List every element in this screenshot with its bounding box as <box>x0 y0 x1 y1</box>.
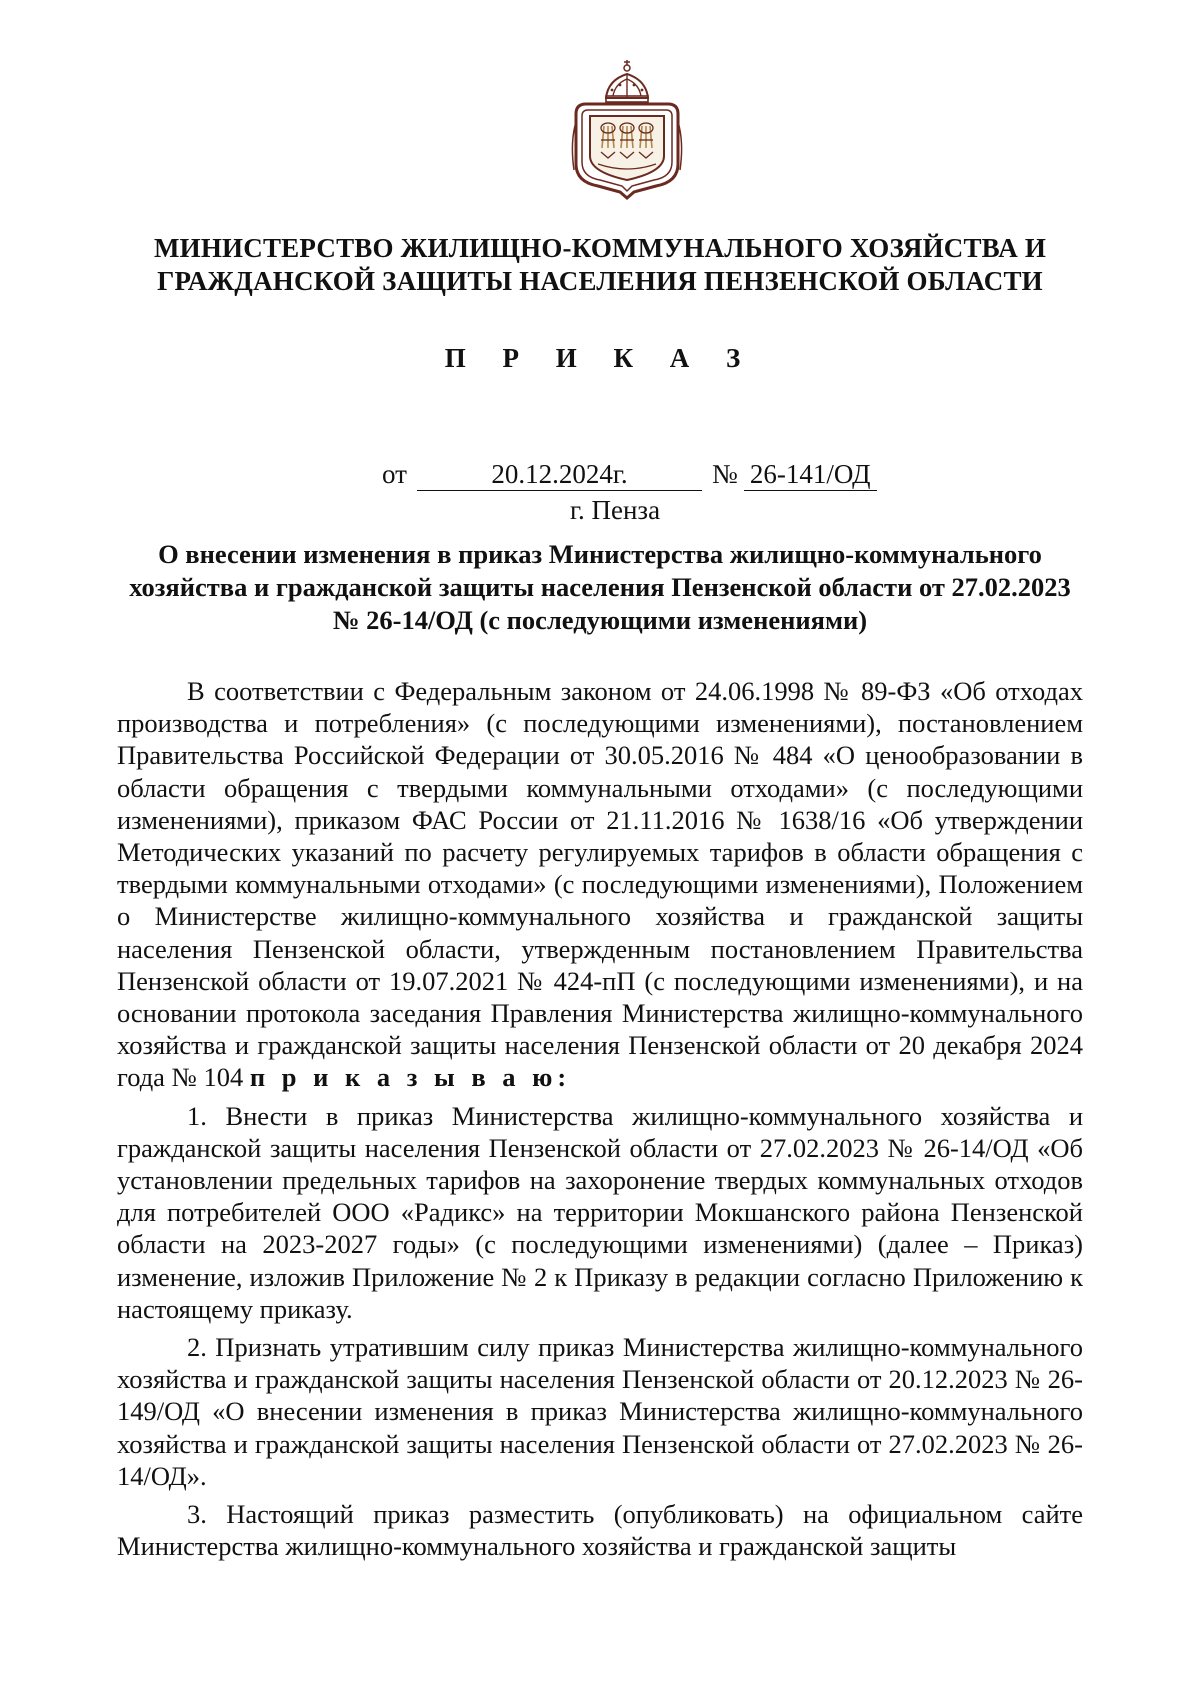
document-body <box>117 675 1083 1562</box>
order-keyword: п р и к а з ы в а ю: <box>249 1062 572 1093</box>
subject-line2: хозяйства и гражданской защиты населения Пензенской области от 27.02.2023 <box>129 572 1071 602</box>
document-date: 20.12.2024г. <box>417 458 702 491</box>
order-item-2: 2. Признать утратившим силу приказ Министерства жилищно-коммунального хозяйства и гражданской защиты населения Пензенской области от 20.12.2023 № 26-149/ОД «О внесении изменения в приказ Министерства жилищно-коммунального хозяйства и гражданской защиты населения Пензенской области от 27.02.2023 № 26-14/ОД». <box>117 1332 1083 1491</box>
document-number: 26-141/ОД <box>744 458 877 491</box>
crown-icon <box>606 60 648 102</box>
document-subject <box>115 538 1085 637</box>
coat-of-arms-emblem <box>568 52 686 202</box>
order-item-3: 3. Настоящий приказ разместить (опубликовать) на официальном сайте Министерства жилищно-коммунального хозяйства и гражданской защиты <box>117 1499 1083 1562</box>
preamble-text: В соответствии с Федеральным законом от 24.06.1998 № 89-ФЗ «Об отходах производства и потребления» (с последующими изменениями), постановлением Правительства Российской Федерации от 30.05.2016 № 484 «О ценообразовании в области обращения с твердыми коммунальными отходами» (с последующими изменениями), приказом ФАС России от 21.11.2016 № 1638/16 «Об утверждении Методических указаний по расчету регулируемых тарифов в области обращения с твердыми коммунальными отходами» (с последующими изменениями), Положением о Министерстве жилищно-коммунального хозяйства и гражданской защиты населения Пензенской области, утвержденным постановлением Правительства Пензенской области от 19.07.2021 № 424-пП (с последующими изменениями), и на основании протокола заседания Правления Министерства жилищно-коммунального хозяйства и гражданской защиты населения Пензенской области от 20 декабря 2024 года № 104 <box>117 676 1083 1093</box>
organization-name-line2: ГРАЖДАНСКОЙ ЗАЩИТЫ НАСЕЛЕНИЯ ПЕНЗЕНСКОЙ ОБЛАСТИ <box>157 266 1043 296</box>
number-prefix: № <box>711 459 738 489</box>
date-number-line <box>382 458 877 491</box>
subject-line1: О внесении изменения в приказ Министерства жилищно-коммунального <box>158 539 1042 569</box>
order-item-1: 1. Внести в приказ Министерства жилищно-коммунального хозяйства и гражданской защиты населения Пензенской области от 27.02.2023 № 26-14/ОД «Об установлении предельных тарифов на захоронение твердых коммунальных отходов для потребителей ООО «Радикс» на территории Мокшанского района Пензенской области на 2023-2027 годы» (с последующими изменениями) (далее – Приказ) изменение, изложив Приложение № 2 к Приказу в редакции согласно Приложению к настоящему приказу. <box>117 1100 1083 1324</box>
document-type-title: П Р И К А З <box>444 343 756 373</box>
organization-name-line1: МИНИСТЕРСТВО ЖИЛИЩНО-КОММУНАЛЬНОГО ХОЗЯЙСТВА И <box>153 233 1047 263</box>
date-prefix: от <box>382 459 407 489</box>
organization-name <box>100 232 1100 298</box>
subject-line3: № 26-14/ОД (с последующими изменениями) <box>332 605 868 635</box>
preamble-paragraph <box>117 675 1083 1094</box>
city-line: г. Пенза <box>569 495 661 525</box>
